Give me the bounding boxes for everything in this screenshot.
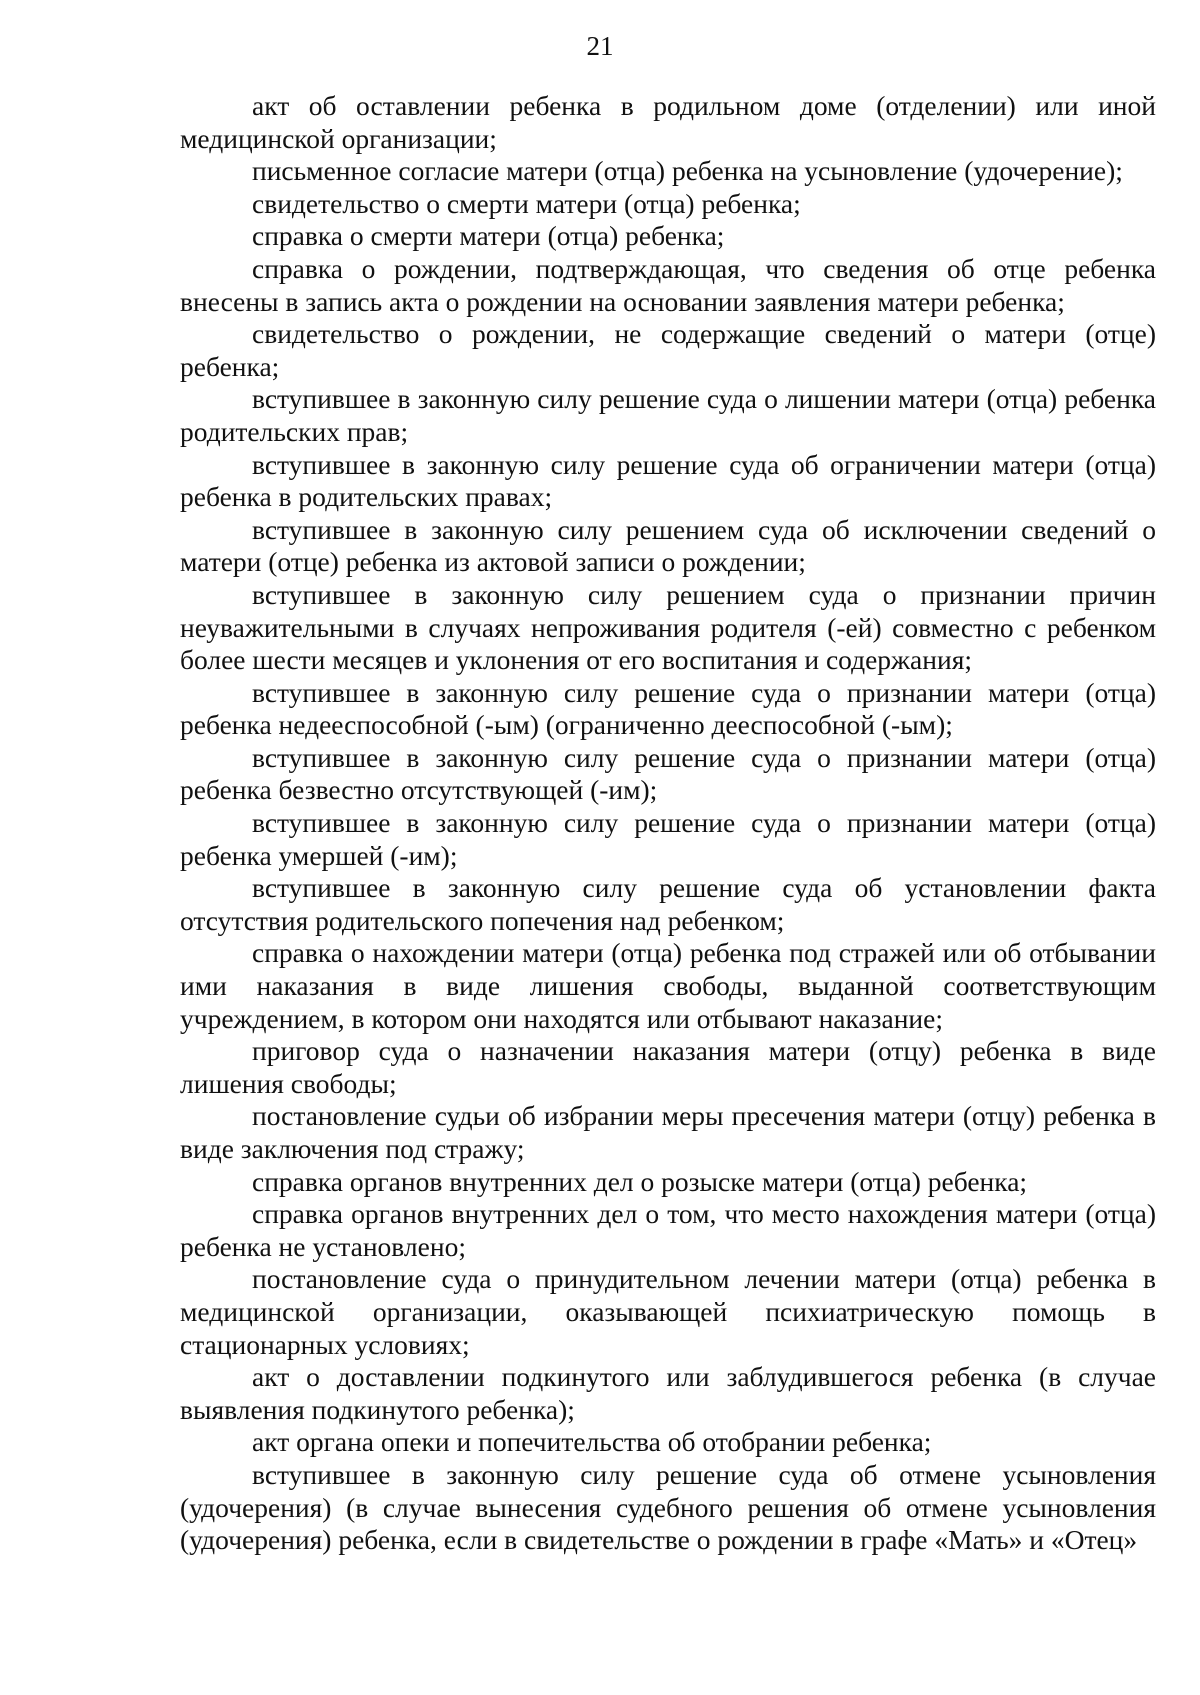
- list-item: справка о смерти матери (отца) ребенка;: [252, 220, 725, 252]
- list-item: вступившее в законную силу решением суда об исключении сведений о матери (отце) ребенка из актовой записи о рождении;: [180, 513, 1156, 578]
- document-body: [180, 90, 1156, 1557]
- list-item: вступившее в законную силу решением суда о признании причин неуважительными в случаях непроживания родителя (-ей) совместно с ребенком более шести месяцев и уклонения от его воспитания и содержания;: [180, 578, 1156, 676]
- page-number: 21: [586, 31, 614, 61]
- list-item: вступившее в законную силу решение суда об установлении факта отсутствия родительского попечения над ребенком;: [180, 872, 1156, 936]
- list-item: справка о нахождении матери (отца) ребенка под стражей или об отбывании ими наказания в виде лишения свободы, выданной соответствующим учреждением, в котором они находятся или отбывают наказание;: [180, 937, 1156, 1034]
- list-item: справка о рождении, подтверждающая, что сведения об отце ребенка внесены в запись акта о рождении на основании заявления матери ребенка;: [180, 252, 1156, 317]
- list-item: письменное согласие матери (отца) ребенка на усыновление (удочерение);: [252, 155, 1123, 187]
- list-item: вступившее в законную силу решение суда о признании матери (отца) ребенка безвестно отсутствующей (-им);: [180, 741, 1156, 806]
- list-item: приговор суда о назначении наказания матери (отцу) ребенка в виде лишения свободы;: [180, 1035, 1156, 1099]
- list-item: постановление суда о принудительном лечении матери (отца) ребенка в медицинской организации, оказывающей психиатрическую помощь в стационарных условиях;: [180, 1263, 1156, 1360]
- list-item: справка органов внутренних дел о розыске матери (отца) ребенка;: [252, 1165, 1028, 1197]
- list-item: вступившее в законную силу решение суда о лишении матери (отца) ребенка родительских прав;: [180, 383, 1156, 447]
- list-item: вступившее в законную силу решение суда о признании матери (отца) ребенка недееспособной (-ым) (ограниченно дееспособной (-ым);: [180, 676, 1156, 741]
- list-item: вступившее в законную силу решение суда о признании матери (отца) ребенка умершей (-им);: [180, 807, 1156, 871]
- list-item: акт органа опеки и попечительства об отобрании ребенка;: [252, 1426, 932, 1458]
- list-item: акт о доставлении подкинутого или заблудившегося ребенка (в случае выявления подкинутого ребенка);: [180, 1361, 1156, 1425]
- list-item: постановление судьи об избрании меры пресечения матери (отцу) ребенка в виде заключения под стражу;: [180, 1100, 1156, 1164]
- list-item: свидетельство о смерти матери (отца) ребенка;: [252, 187, 801, 219]
- list-item: свидетельство о рождении, не содержащие сведений о матери (отце) ребенка;: [180, 318, 1156, 382]
- list-item: вступившее в законную силу решение суда об отмене усыновления (удочерения) (в случае вынесения судебного решения об отмене усыновления (удочерения) ребенка, если в свидетельстве о рождении в графе «Мать» и «Отец»: [180, 1458, 1156, 1556]
- list-item: акт об оставлении ребенка в родильном доме (отделении) или иной медицинской организации;: [180, 90, 1156, 154]
- list-item: вступившее в законную силу решение суда об ограничении матери (отца) ребенка в родительских правах;: [180, 448, 1156, 513]
- list-item: справка органов внутренних дел о том, что место нахождения матери (отца) ребенка не установлено;: [180, 1198, 1156, 1262]
